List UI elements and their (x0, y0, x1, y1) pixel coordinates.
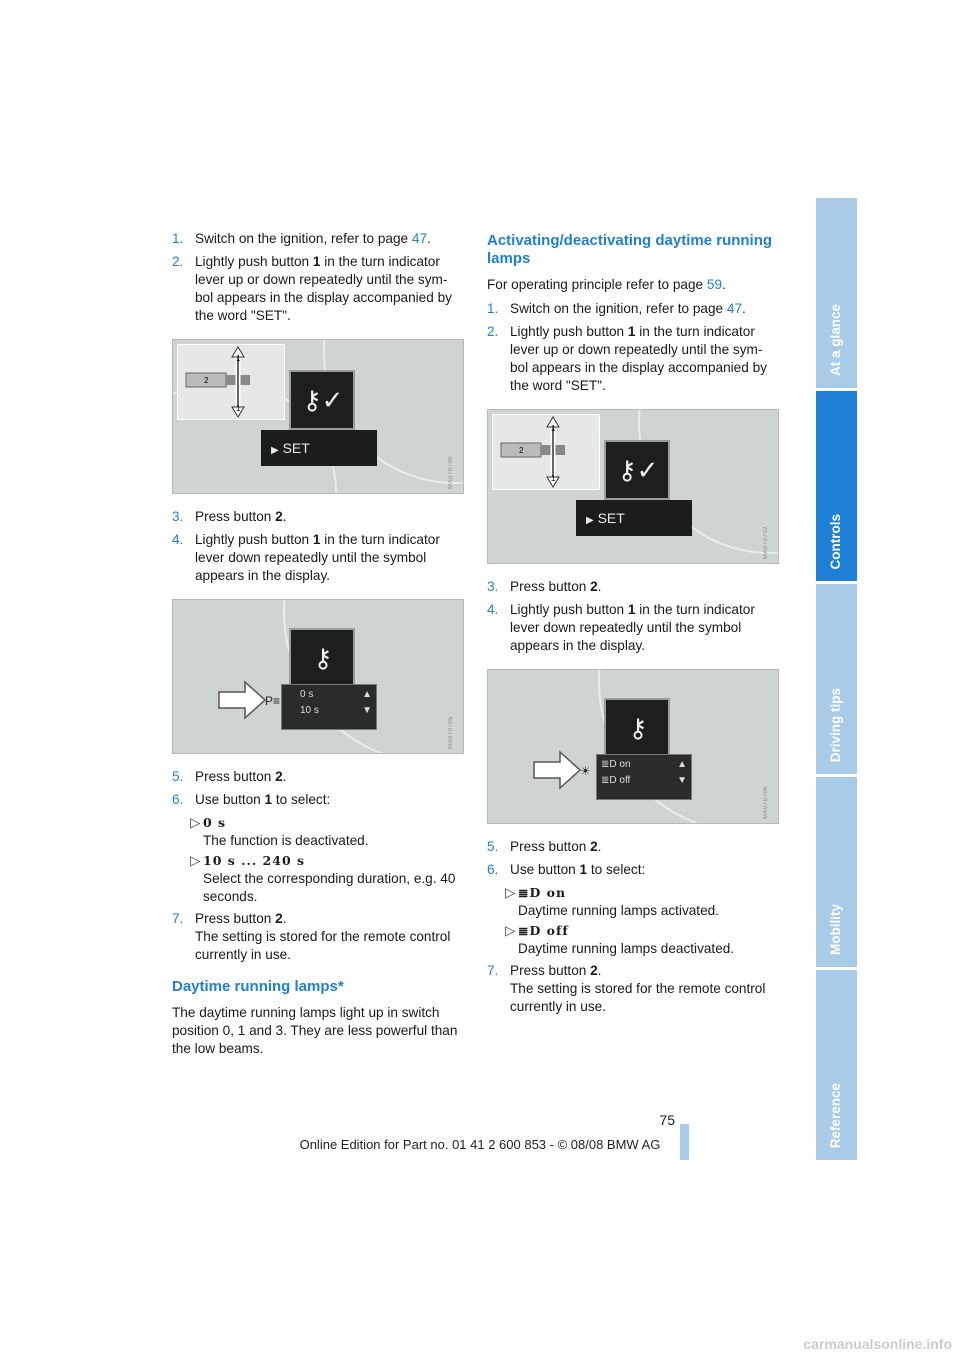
step-text-end: . (282, 911, 287, 926)
pointer-arrow-icon (532, 750, 582, 790)
set-label: SET (597, 510, 625, 526)
step-7 (487, 962, 779, 1016)
up-arrow-icon: ▲ (362, 689, 372, 700)
step-text-end: . (282, 769, 287, 784)
turn-indicator-lever-image (177, 344, 285, 420)
step-2 (487, 323, 779, 395)
step-number: 2. (172, 254, 184, 269)
button-ref: 2 (275, 769, 283, 784)
step-number: 1. (172, 231, 184, 246)
page-number: 75 (659, 1112, 675, 1128)
remote-key-check-icon: ⚷✓ (617, 455, 659, 485)
step-text-end: in the turn indicator lever up or down repeatedly until the sym-bol appears in the display accompanied by the word "SET". (195, 254, 452, 323)
figure-code: MA070706 (763, 785, 769, 819)
display-screen (604, 698, 670, 758)
step-text-end: . (597, 839, 602, 854)
step-5 (172, 768, 464, 786)
step-number: 6. (172, 792, 184, 807)
step-1 (172, 230, 464, 248)
step-text: Press button (195, 911, 276, 926)
step-text-end: in the turn indicator lever up or down repeatedly until the sym-bol appears in the display accompanied by the word "SET". (510, 324, 767, 393)
step-number: 2. (487, 324, 499, 339)
step-text-end: in the turn indicator lever down repeatedly until the symbol appears in the display. (510, 602, 755, 653)
tab-label: Reference (828, 1082, 843, 1148)
turn-indicator-lever-image (492, 414, 600, 490)
tab-label: At a glance (828, 303, 843, 376)
sun-light-icon: ☀ (580, 764, 591, 778)
step-text: Use button (195, 792, 265, 807)
list-row-2: off (619, 775, 631, 786)
step-text: Lightly push button (195, 532, 313, 547)
lamp-icon: ≣D (601, 759, 617, 770)
triangle-right-icon: ▶ (586, 515, 594, 526)
tab-reference[interactable] (816, 970, 857, 1160)
figure-daytime-lamps-display (487, 669, 779, 824)
figure-code: MA070705 (448, 715, 454, 749)
option-text: Select the corresponding duration, e.g. 40 seconds. (203, 871, 456, 904)
list-row-2: 10 s (300, 705, 319, 716)
svg-text:2: 2 (519, 446, 524, 455)
triangle-bullet-icon: ▷ (505, 885, 516, 900)
step-4 (172, 531, 464, 585)
button-ref: 2 (590, 579, 598, 594)
page-link[interactable]: 47 (726, 301, 743, 316)
step-6 (172, 791, 464, 809)
parking-light-icon: P≡ (265, 694, 281, 708)
step-text-end: . (597, 963, 602, 978)
step-7 (172, 910, 464, 964)
step-text-end: . (427, 231, 431, 246)
step-text: Use button (510, 862, 580, 877)
step-text: Press button (195, 769, 276, 784)
step-3 (487, 578, 779, 596)
triangle-bullet-icon: ▷ (190, 853, 201, 868)
svg-text:1: 1 (551, 424, 556, 433)
step-number: 1. (487, 301, 499, 316)
svg-text:1: 1 (236, 404, 241, 413)
option-symbol: 10 s ... 240 s (203, 853, 306, 868)
step-number: 7. (487, 963, 499, 978)
step-text: Lightly push button (510, 324, 628, 339)
chapter-tabs (816, 198, 857, 1160)
list-row-1: 0 s (300, 689, 314, 700)
tab-controls[interactable] (816, 391, 857, 581)
step-text: Lightly push button (195, 254, 313, 269)
step-text-end: . (742, 301, 746, 316)
step-number: 7. (172, 911, 184, 926)
tab-label: Mobility (828, 904, 843, 955)
step-text: Press button (510, 579, 591, 594)
set-bar (576, 500, 692, 536)
tab-driving-tips[interactable] (816, 584, 857, 774)
remote-key-icon: ⚷ (628, 713, 648, 743)
right-column (487, 230, 779, 1021)
option-item (505, 922, 779, 958)
svg-text:1: 1 (236, 354, 241, 363)
intro-text: For operating principle refer to page (487, 277, 707, 292)
button-ref: 1 (312, 254, 321, 269)
step-number: 5. (172, 769, 184, 784)
step-number: 5. (487, 839, 499, 854)
step-number: 6. (487, 862, 499, 877)
step-text: Press button (510, 963, 591, 978)
page-link[interactable]: 47 (411, 231, 428, 246)
button-ref: 2 (590, 963, 598, 978)
option-item (190, 814, 464, 850)
step-text-end: to select: (587, 862, 646, 877)
button-ref: 2 (275, 509, 283, 524)
option-item (190, 852, 464, 906)
tab-mobility[interactable] (816, 777, 857, 967)
pointer-arrow-icon (217, 680, 267, 720)
figure-set-display (172, 339, 464, 494)
set-label: SET (282, 440, 310, 456)
remote-key-check-icon: ⚷✓ (302, 385, 344, 415)
step-text-end: . (282, 509, 287, 524)
intro-text-end: . (722, 277, 726, 292)
svg-text:2: 2 (204, 376, 209, 385)
duration-list (281, 684, 377, 730)
up-arrow-icon: ▲ (677, 759, 687, 770)
step-note: The setting is stored for the remote control currently in use. (195, 929, 451, 962)
step-6 (487, 861, 779, 879)
step-text-end: to select: (272, 792, 331, 807)
option-item (505, 884, 779, 920)
step-2 (172, 253, 464, 325)
option-symbol: off (546, 923, 569, 938)
lamp-icon: ≣D (601, 775, 617, 786)
svg-text:1: 1 (551, 474, 556, 483)
triangle-bullet-icon: ▷ (505, 923, 516, 938)
page-link[interactable]: 59 (706, 277, 723, 292)
down-arrow-icon: ▼ (362, 705, 372, 716)
tab-at-a-glance[interactable] (816, 198, 857, 388)
intro-paragraph (487, 276, 779, 294)
triangle-right-icon: ▶ (271, 445, 279, 456)
option-text: The function is deactivated. (203, 833, 369, 848)
option-text: Daytime running lamps deactivated. (518, 941, 735, 956)
display-screen (604, 440, 670, 500)
step-3 (172, 508, 464, 526)
step-text: Switch on the ignition, refer to page (510, 301, 727, 316)
button-ref: 2 (590, 839, 598, 854)
tab-label: Controls (828, 513, 843, 569)
section-heading: Daytime running lamps* (172, 978, 344, 995)
step-5 (487, 838, 779, 856)
display-screen (289, 370, 355, 430)
option-text: Daytime running lamps activated. (518, 903, 719, 918)
button-ref: 1 (627, 602, 636, 617)
body-paragraph: The daytime running lamps light up in switch position 0, 1 and 3. They are less powerful than the low beams. (172, 1005, 458, 1056)
down-arrow-icon: ▼ (677, 775, 687, 786)
step-text-end: in the turn indicator lever down repeatedly until the symbol appears in the display. (195, 532, 440, 583)
display-screen (289, 628, 355, 688)
section-heading: Activating/deactivating daytime running lamps (487, 232, 773, 267)
lever-arrows-icon (178, 345, 284, 419)
list-row-1: on (619, 759, 631, 770)
button-ref: 1 (627, 324, 636, 339)
lever-arrows-icon (493, 415, 599, 489)
on-off-list (596, 754, 692, 800)
button-ref: 1 (264, 792, 273, 807)
left-column (172, 230, 464, 1064)
figure-duration-display (172, 599, 464, 754)
step-number: 3. (487, 579, 499, 594)
figure-set-display (487, 409, 779, 564)
step-1 (487, 300, 779, 318)
tab-label: Driving tips (828, 687, 843, 762)
lamp-icon: ≣D (518, 923, 547, 938)
step-text: Lightly push button (510, 602, 628, 617)
triangle-bullet-icon: ▷ (190, 815, 201, 830)
step-4 (487, 601, 779, 655)
step-text-end: . (597, 579, 602, 594)
remote-key-icon: ⚷ (313, 643, 333, 673)
footer-text: Online Edition for Part no. 01 41 2 600 853 - © 08/08 BMW AG (299, 1137, 661, 1152)
step-text: Press button (510, 839, 591, 854)
step-number: 4. (487, 602, 499, 617)
step-number: 4. (172, 532, 184, 547)
step-note: The setting is stored for the remote control currently in use. (510, 981, 766, 1014)
step-text: Press button (195, 509, 276, 524)
watermark: carmanualsonline.info (803, 1336, 952, 1352)
button-ref: 1 (579, 862, 588, 877)
button-ref: 2 (275, 911, 283, 926)
option-symbol: on (546, 885, 567, 900)
set-bar (261, 430, 377, 466)
step-number: 3. (172, 509, 184, 524)
button-ref: 1 (312, 532, 321, 547)
option-symbol: 0 s (203, 815, 227, 830)
step-text: Switch on the ignition, refer to page (195, 231, 412, 246)
lamp-icon: ≣D (518, 885, 547, 900)
figure-code: MA070702 (763, 525, 769, 559)
figure-code: MA070700 (448, 455, 454, 489)
